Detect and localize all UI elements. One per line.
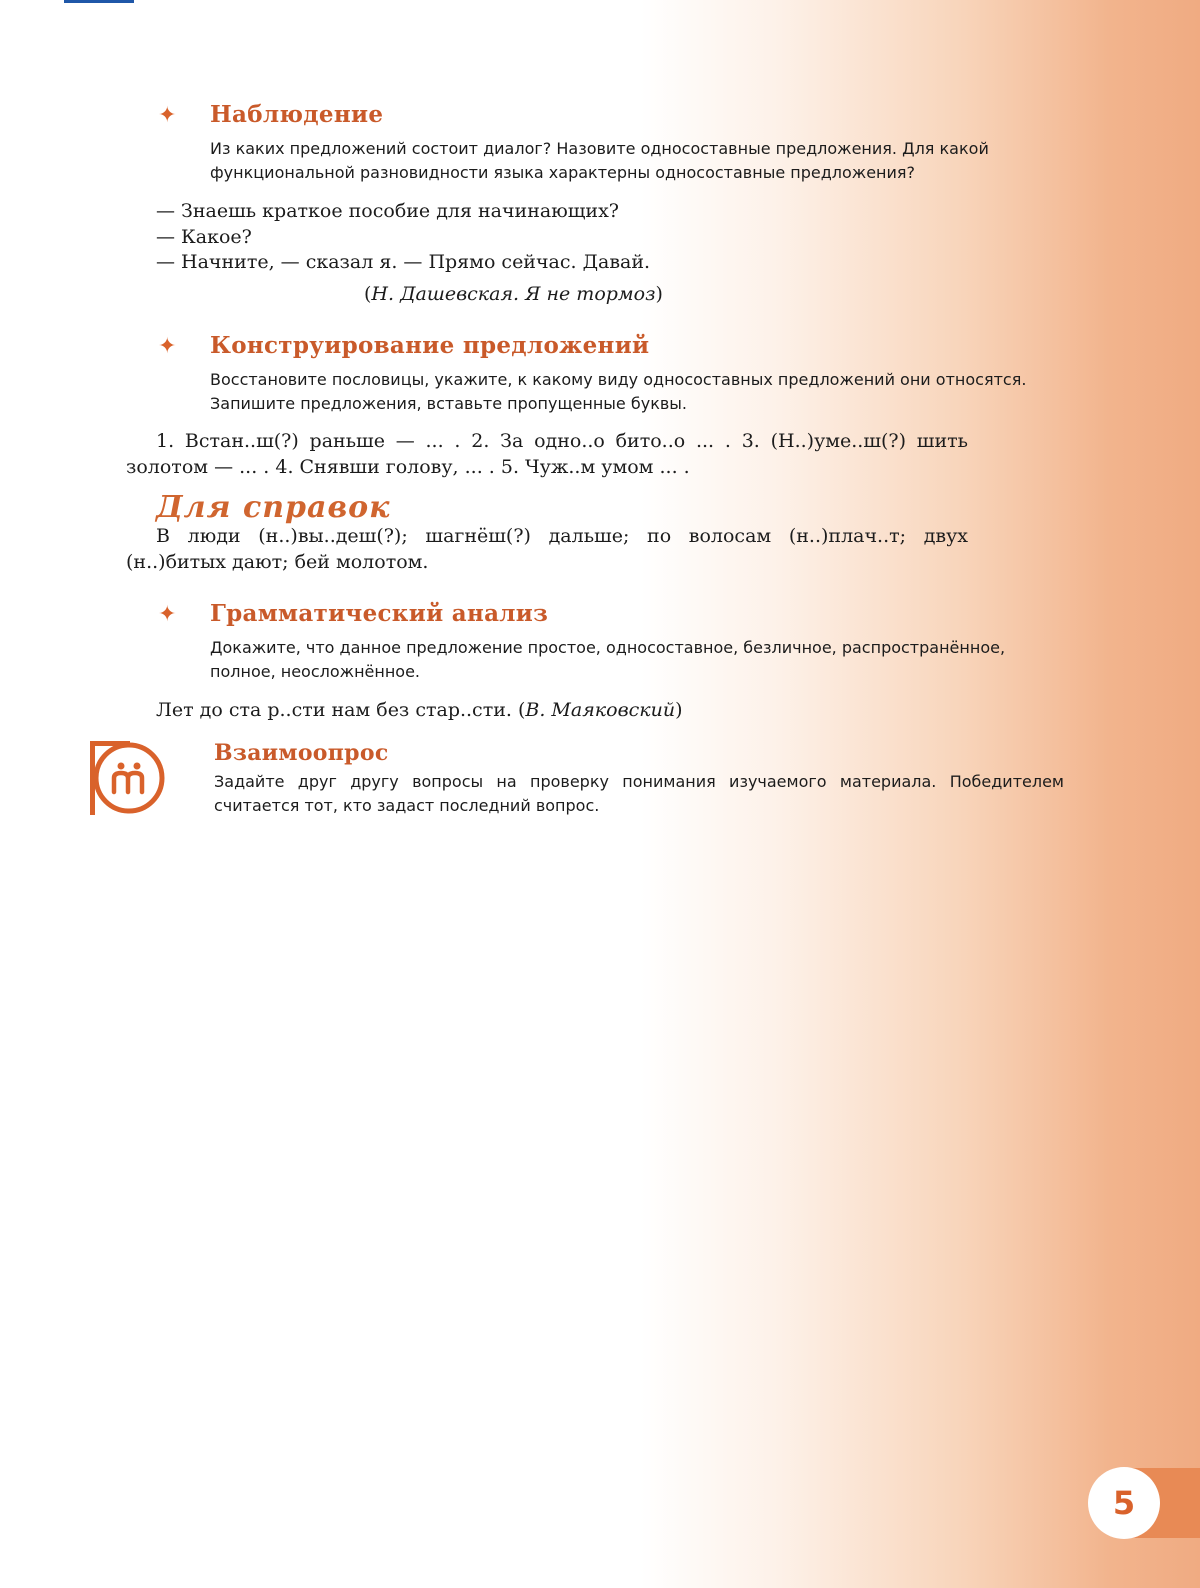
page-number: 5: [1088, 1467, 1160, 1539]
top-bar: [64, 0, 134, 3]
observation-title: Наблюдение: [210, 101, 384, 128]
grammar-sentence: Лет до ста р..сти нам без стар..сти. (В. Маяковский): [156, 699, 683, 721]
mutual-title: Взаимоопрос: [214, 740, 389, 766]
dialog-source: (Н. Дашевская. Я не тормоз): [364, 282, 663, 305]
grammar-sentence-author: В. Маяковский: [525, 699, 676, 721]
reference-text: В люди (н..)вы..деш(?); шагнёш(?) дальше; по волосам (н..)плач..т; двух (н..)битых дают; бей молотом.: [126, 525, 968, 573]
observation-dialog: [156, 199, 856, 307]
dialog-source-author: Н. Дашевская. Я не тормоз: [371, 282, 656, 305]
pair-work-icon: [90, 741, 170, 815]
star-icon: ✦: [158, 103, 177, 128]
dialog-line: — Какое?: [156, 225, 252, 248]
dialog-line: — Начните, — сказал я. — Прямо сейчас. Давай.: [156, 251, 651, 273]
dialog-line: — Знаешь краткое пособие для начинающих?: [156, 200, 619, 222]
construction-title: Конструирование предложений: [210, 332, 650, 359]
reference-title: Для справок: [156, 490, 391, 525]
construction-task: Восстановите пословицы, укажите, к какому виду односоставных предложений они относятся. Запишите предложения, вставьте пропущенные буквы.: [210, 370, 1027, 413]
observation-task: Из каких предложений состоит диалог? Назовите односоставные предложения. Для какой функциональной разновидности языка характерны односоставные предложения?: [210, 139, 989, 182]
grammar-title: Грамматический анализ: [210, 600, 549, 627]
proverbs-text: 1. Встан..ш(?) раньше — ... . 2. За одно..о бито..о ... . 3. (Н..)уме..ш(?) шить золотом — ... . 4. Снявши голову, ... . 5. Чуж..м умом ... .: [126, 430, 968, 478]
star-icon: ✦: [158, 602, 177, 627]
mutual-task: Задайте друг другу вопросы на проверку понимания изучаемого материала. Победителем считается тот, кто задаст последний вопрос.: [214, 772, 1064, 815]
star-icon: ✦: [158, 334, 177, 359]
grammar-task: Докажите, что данное предложение простое, односоставное, безличное, распространённое, полное, неосложнённое.: [210, 638, 1006, 681]
